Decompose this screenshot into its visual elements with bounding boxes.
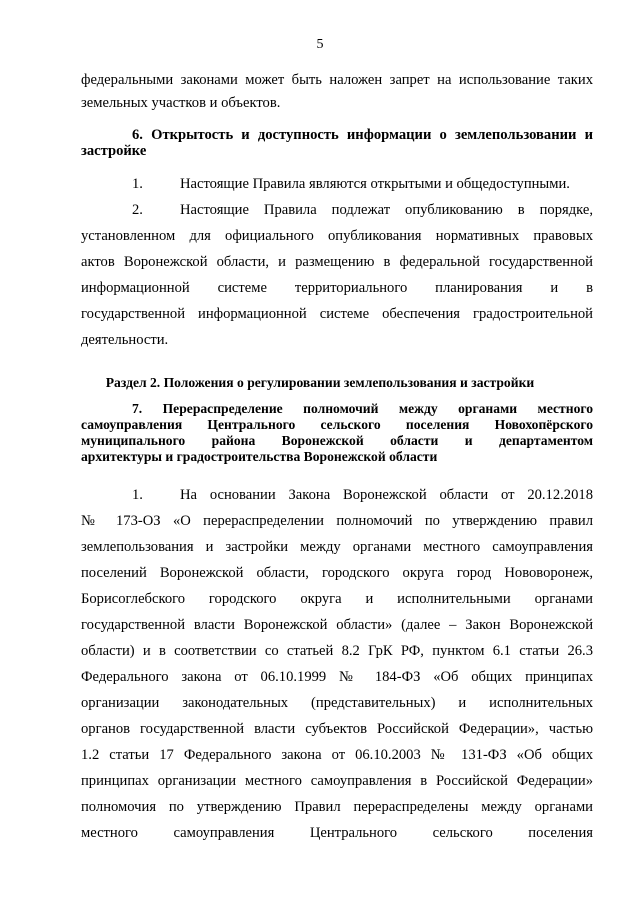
section-heading: застройке bbox=[81, 143, 147, 159]
paragraph-line: поселений Воронежской области, городского округа город Нововоронеж, bbox=[81, 565, 593, 581]
paragraph-line: области) и в соответствии со статьей 8.2 ГрК РФ, пунктом 6.1 статьи 26.3 bbox=[81, 643, 593, 659]
paragraph-line: установленном для официального опубликования нормативных правовых bbox=[81, 228, 593, 244]
paragraph-line: земельных участков и объектов. bbox=[81, 95, 281, 111]
section-heading: самоуправления Центрального сельского поселения Новохопёрского bbox=[81, 417, 593, 432]
paragraph-line: Борисоглебского городского округа и исполнительными органами bbox=[81, 591, 593, 607]
page-number: 5 bbox=[316, 37, 324, 52]
list-item-number: 1. bbox=[132, 487, 143, 503]
paragraph-line: актов Воронежской области, и размещению в федеральной государственной bbox=[81, 254, 593, 270]
section-heading: архитектуры и градостроительства Воронежской области bbox=[81, 449, 438, 464]
list-item-number: 2. bbox=[132, 202, 143, 218]
list-item-text: Настоящие Правила являются открытыми и общедоступными. bbox=[180, 176, 570, 192]
paragraph-line: полномочия по утверждению Правил перераспределены между органами bbox=[81, 799, 593, 815]
list-item-number: 1. bbox=[132, 176, 143, 192]
paragraph-line: 1.2 статьи 17 Федерального закона от 06.10.2003 № 131-ФЗ «Об общих bbox=[81, 747, 593, 763]
paragraph-line: организации законодательных (представительных) и исполнительных bbox=[81, 695, 593, 711]
paragraph-line: № 173-ОЗ «О перераспределении полномочий по утверждению правил bbox=[81, 513, 593, 529]
list-item-text: На основании Закона Воронежской области от 20.12.2018 bbox=[180, 487, 593, 503]
paragraph-line: Федерального закона от 06.10.1999 № 184-ФЗ «Об общих принципах bbox=[81, 669, 593, 685]
paragraph-line: принципах организации местного самоуправления в Российской Федерации» bbox=[81, 773, 593, 789]
paragraph-line: деятельности. bbox=[81, 332, 169, 348]
paragraph-line: землепользования и застройки между органами местного самоуправления bbox=[81, 539, 593, 555]
paragraph-line: органов государственной власти субъектов Российской Федерации», частью bbox=[81, 721, 593, 737]
section-heading: муниципального района Воронежской области и департаментом bbox=[81, 433, 593, 448]
paragraph-line: информационной системе территориального планирования и в bbox=[81, 280, 593, 296]
paragraph-line: государственной власти Воронежской области» (далее – Закон Воронежской bbox=[81, 617, 593, 633]
list-item-text: Настоящие Правила подлежат опубликованию в порядке, bbox=[180, 202, 593, 218]
section-heading: 6. Открытость и доступность информации о землепользовании и bbox=[132, 127, 593, 143]
paragraph-line: федеральными законами может быть наложен запрет на использование таких bbox=[81, 72, 593, 88]
paragraph-line: государственной информационной системе обеспечения градостроительной bbox=[81, 306, 593, 322]
list-item bbox=[132, 175, 593, 193]
part-title: Раздел 2. Положения о регулировании землепользования и застройки bbox=[105, 375, 535, 390]
list-item bbox=[132, 486, 593, 504]
section-heading: 7. Перераспределение полномочий между органами местного bbox=[132, 401, 593, 416]
paragraph-line: местного самоуправления Центрального сельского поселения bbox=[81, 825, 593, 841]
list-item bbox=[132, 201, 593, 219]
